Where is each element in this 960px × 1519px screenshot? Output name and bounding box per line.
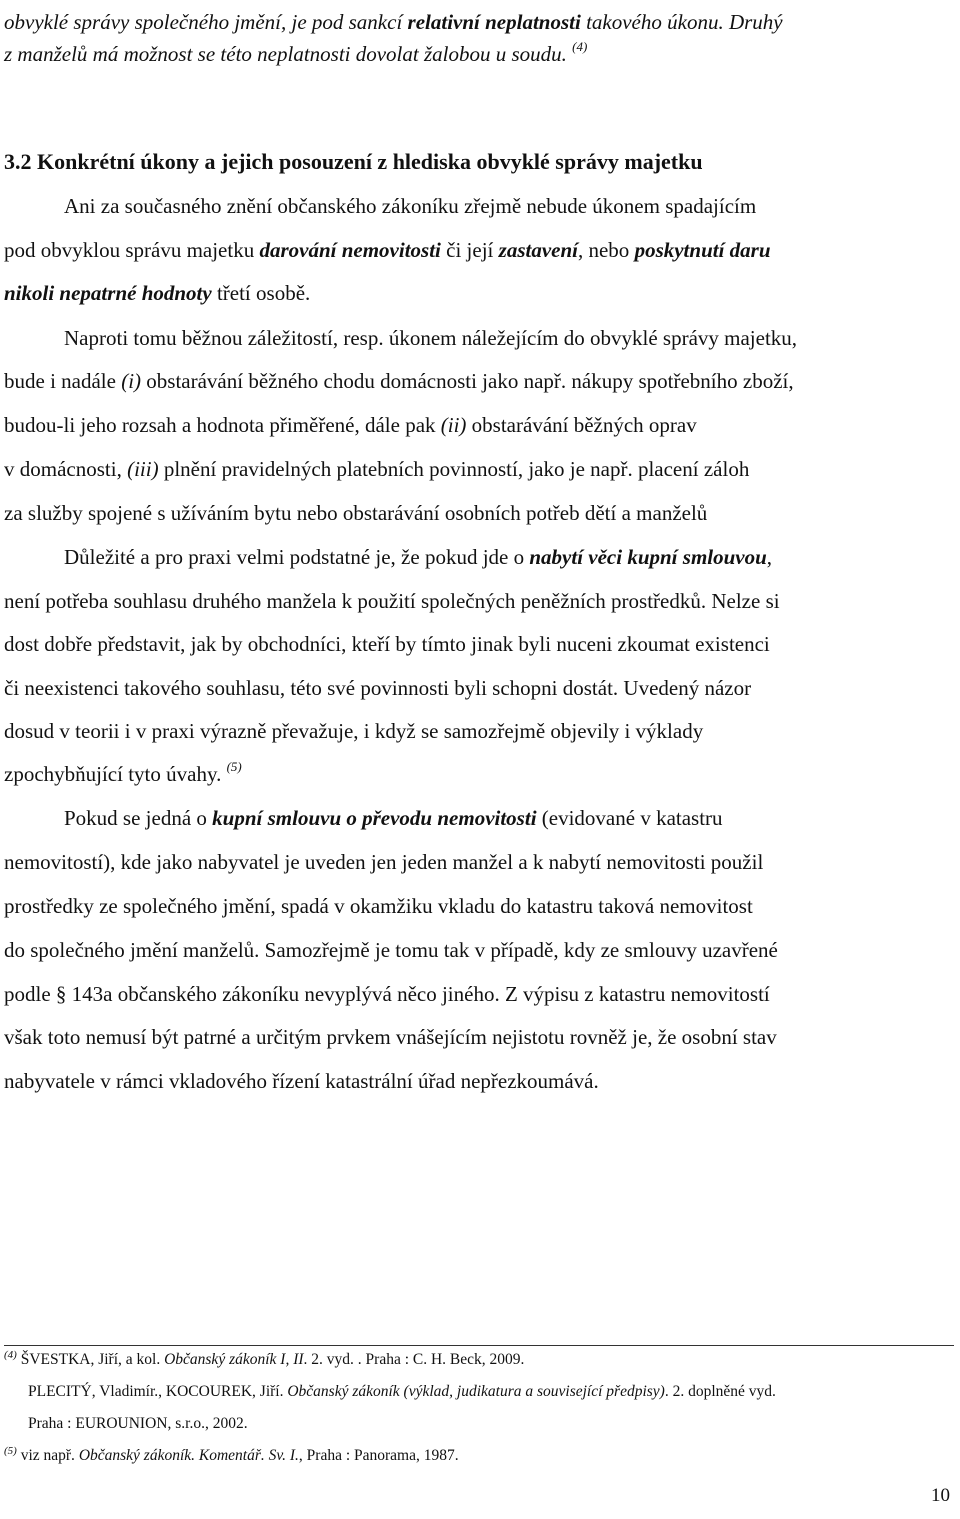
section-heading (4, 149, 703, 175)
continuation-line-2: z manželů má možnost se této neplatnosti dovolat žalobou u soudu. $^{(4)}$ (4, 39, 588, 66)
p2-line-4: v domácnosti, (iii) plnění pravidelných platebních povinností, jako je např. placení záloh (4, 457, 750, 481)
p3-line-2: není potřeba souhlasu druhého manžela k použití společných peněžních prostředků. Nelze si (4, 589, 780, 613)
p3-line-6: zpochybňující tyto úvahy. $^{(5)}$ (4, 759, 242, 786)
p1-line-2: pod obvyklou správu majetku darování nemovitosti či její zastavení, nebo poskytnutí daru (4, 238, 771, 262)
p3-line-1: Důležité a pro praxi velmi podstatné je, že pokud jde o nabytí věci kupní smlouvou, (64, 545, 773, 569)
footnote-separator (4, 1345, 954, 1346)
footnote-4-second-source-cont: Praha : EUROUNION, s.r.o., 2002. (28, 1415, 248, 1432)
page-number: 10 (931, 1485, 950, 1506)
p3-line-4: či neexistenci takového souhlasu, této své povinnosti byli schopni dostát. Uvedený názor (4, 676, 752, 700)
p4-line-7: nabyvatele v rámci vkladového řízení katastrální úřad nepřezkoumává. (4, 1069, 599, 1093)
p2-line-2: bude i nadále (i) obstarávání běžného chodu domácnosti jako např. nákupy spotřebního zboží, (4, 369, 794, 393)
p2-line-1: Naproti tomu běžnou záležitostí, resp. úkonem náležejícím do obvyklé správy majetku, (64, 326, 798, 350)
p4-line-3: prostředky ze společného jmění, spadá v okamžiku vkladu do katastru taková nemovitost (4, 894, 753, 918)
p4-line-6: však toto nemusí být patrné a určitým prvkem vnášejícím nejistotu rovněž je, že osobní stav (4, 1025, 777, 1049)
p1-line-1: Ani za současného znění občanského zákoníku zřejmě nebude úkonem spadajícím (64, 194, 757, 218)
p1-line-3: nikoli nepatrné hodnoty třetí osobě. (4, 281, 311, 305)
continuation-line-1: obvyklé správy společného jmění, je pod sankcí relativní neplatnosti takového úkonu. Druhý (4, 10, 783, 34)
p4-line-2: nemovitostí), kde jako nabyvatel je uveden jen jeden manžel a k nabytí nemovitosti použil (4, 850, 764, 874)
footnote-4-second-source: PLECITÝ, Vladimír., KOCOUREK, Jiří. Občanský zákoník (výklad, judikatura a související předpisy). 2. doplněné vyd. (28, 1383, 776, 1400)
footnote-ref-4: (4) (572, 39, 588, 54)
p4-line-4: do společného jmění manželů. Samozřejmě je tomu tak v případě, kdy ze smlouvy uzavřené (4, 938, 778, 962)
p3-line-3: dost dobře představit, jak by obchodníci, kteří by tímto jinak byli nuceni zkoumat existenci (4, 632, 770, 656)
footnote-4: $^{(4)}$ ŠVESTKA, Jiří, a kol. Občanský zákoník I, II. 2. vyd. . Praha : C. H. Beck, 2009. (4, 1349, 525, 1368)
section-number: 3.2 (4, 149, 32, 174)
section-title: Konkrétní úkony a jejich posouzení z hlediska obvyklé správy majetku (37, 149, 703, 174)
footnote-ref-5: (5) (226, 759, 242, 774)
p2-line-3: budou-li jeho rozsah a hodnota přiměřené, dále pak (ii) obstarávání běžných oprav (4, 413, 697, 437)
p2-line-5: za služby spojené s užíváním bytu nebo obstarávání osobních potřeb dětí a manželů (4, 501, 708, 525)
p4-line-1: Pokud se jedná o kupní smlouvu o převodu nemovitosti (evidované v katastru (64, 806, 723, 830)
p4-line-5: podle § 143a občanského zákoníku nevyplývá něco jiného. Z výpisu z katastru nemovitostí (4, 982, 770, 1006)
footnote-5: $^{(5)}$ viz např. Občanský zákoník. Komentář. Sv. I., Praha : Panorama, 1987. (4, 1445, 459, 1464)
p3-line-5: dosud v teorii i v praxi výrazně převažuje, i když se samozřejmě objevily i výklady (4, 719, 704, 743)
